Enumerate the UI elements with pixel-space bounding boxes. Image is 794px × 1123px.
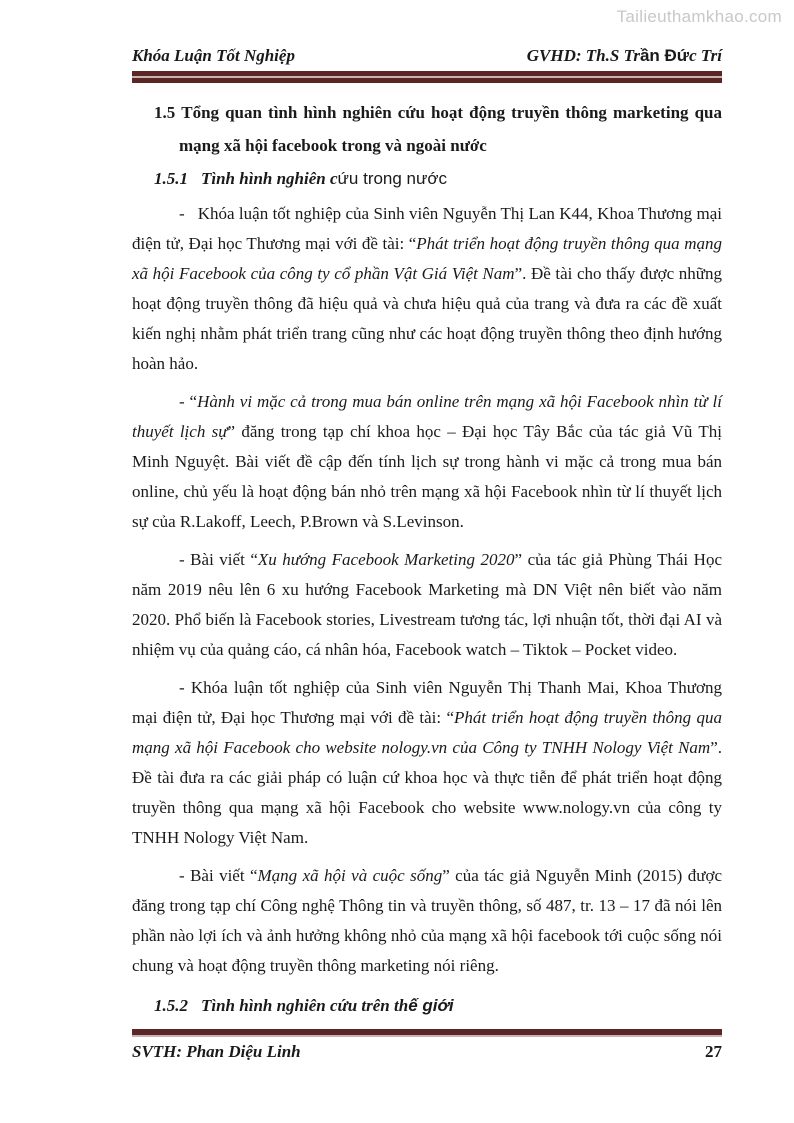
quoted-title: Phát triển hoạt động truyền thông qua mạng xã hội Facebook cho website nology.vn của Công ty TNHH Nology Việt Nam	[132, 708, 722, 757]
paragraph-text: ” của tác giả Phùng Thái Học năm 2019 nêu lên 6 xu hướng Facebook Marketing mà DN Việt nên biết vào năm 2020. Phổ biến là Facebook stories, Livestream tương tác, lợi nhuận tốt, thời đại AI và nhiệm vụ của quảng cáo, cá nhân hóa, Facebook watch – Tiktok – Pocket video.	[132, 550, 722, 659]
paragraph-text: ” của tác giả Nguyễn Minh (2015) được đăng trong tạp chí Công nghệ Thông tin và truyền thông, số 487, tr. 13 – 17 đã nói lên phần nào lợi ích và ảnh hưởng không nhỏ của mạng xã hội facebook tới cuộc sống nói chung và hoạt động truyền thông marketing nói riêng.	[132, 866, 722, 975]
heading-1-5-1	[154, 162, 722, 195]
page-footer	[132, 1029, 722, 1062]
footer-rule-gap	[132, 1035, 722, 1037]
header-right-serif2: c Trí	[689, 46, 722, 65]
quoted-title: Mạng xã hội và cuộc sống	[257, 866, 443, 885]
section-number: 1.5	[154, 103, 176, 122]
header-right-serif1: GVHD: Th.S Tr	[526, 46, 640, 65]
heading-1-5-1-sans: ứu trong nước	[337, 169, 448, 188]
page-header	[132, 46, 722, 66]
paragraph-text: ”. Đề tài đưa ra các giải pháp có luận cứ khoa học và thực tiễn để phát triển hoạt động truyền thông qua mạng xã hội Facebook cho website www.nology.vn của công ty TNHH Nology Việt Nam.	[132, 738, 722, 847]
paragraph-text: - Khóa luận tốt nghiệp của Sinh viên Nguyễn Thị Lan K44, Khoa Thương mại điện tử, Đại học Thương mại với đề tài: “	[132, 204, 722, 253]
header-rule	[132, 71, 722, 83]
footer-page-number: 27	[705, 1042, 722, 1061]
paragraph-text: - Bài viết “	[179, 550, 258, 569]
heading-1-5-2	[154, 989, 722, 1022]
header-right-sans: ần Đứ	[639, 46, 690, 65]
paragraph-text: - Bài viết “	[179, 866, 258, 885]
footer-rule	[132, 1029, 722, 1037]
section-title-1-5	[154, 96, 722, 162]
paragraph-text: - Khóa luận tốt nghiệp của Sinh viên Nguyễn Thị Thanh Mai, Khoa Thương mại điện tử, Đại học Thương mại với đề tài: “	[132, 678, 722, 727]
paragraph-nguyen-thi-thanh-mai	[132, 673, 722, 853]
heading-1-5-2-sans: ế giới	[408, 996, 454, 1015]
paragraph-text: - “	[179, 392, 198, 411]
watermark-text: Tailieuthamkhao.com	[616, 7, 782, 26]
header-rule-bottom-bar	[132, 78, 722, 83]
heading-1-5-2-serif: Tình hình nghiên cứu trên th	[201, 996, 409, 1015]
footer-row	[132, 1042, 722, 1062]
quoted-title: Xu hướng Facebook Marketing 2020	[257, 550, 515, 569]
paragraph-nguyen-thi-lan	[132, 199, 722, 379]
header-right-title	[527, 46, 722, 66]
header-left-title: Khóa Luận Tốt Nghiệp	[132, 46, 295, 65]
paragraph-text: ”. Đề tài cho thấy được những hoạt động truyền thông đã hiệu quả và chưa hiệu quả của trang và đưa ra các đề xuất kiến nghị nhằm phát triển trang cũng như các hoạt động truyền thông theo định hướng hoàn hảo.	[132, 264, 723, 373]
quoted-title: Hành vi mặc cả trong mua bán online trên mạng xã hội Facebook nhìn từ lí thuyết lịch sự	[132, 392, 722, 441]
quoted-title: Phát triển hoạt động truyền thông qua mạng xã hội Facebook của công ty cổ phần Vật Giá Việt Nam	[132, 234, 722, 283]
footer-author: SVTH: Phan Diệu Linh	[132, 1042, 301, 1061]
section-title-text: Tổng quan tình hình nghiên cứu hoạt động truyền thông marketing qua mạng xã hội facebook trong và ngoài nước	[179, 103, 722, 155]
paragraph-mang-xa-hoi-va-cuoc-song	[132, 861, 722, 981]
paragraph-xu-huong-marketing-2020	[132, 545, 722, 665]
heading-1-5-1-number: 1.5.1	[154, 169, 188, 188]
heading-1-5-1-serif: Tình hình nghiên c	[201, 169, 338, 188]
heading-1-5-2-number: 1.5.2	[154, 996, 188, 1015]
paragraph-hanh-vi-mac-ca	[132, 387, 722, 537]
paragraph-text: ” đăng trong tạp chí khoa học – Đại học Tây Bắc của tác giả Vũ Thị Minh Nguyệt. Bài viết đề cập đến tính lịch sự trong hành vi mặc cả trong mua bán online, chủ yếu là hoạt động bán nhỏ trên mạng xã hội Facebook nhìn từ lí thuyết lịch sự của R.Lakoff, Leech, P.Brown và S.Levinson.	[132, 422, 722, 531]
